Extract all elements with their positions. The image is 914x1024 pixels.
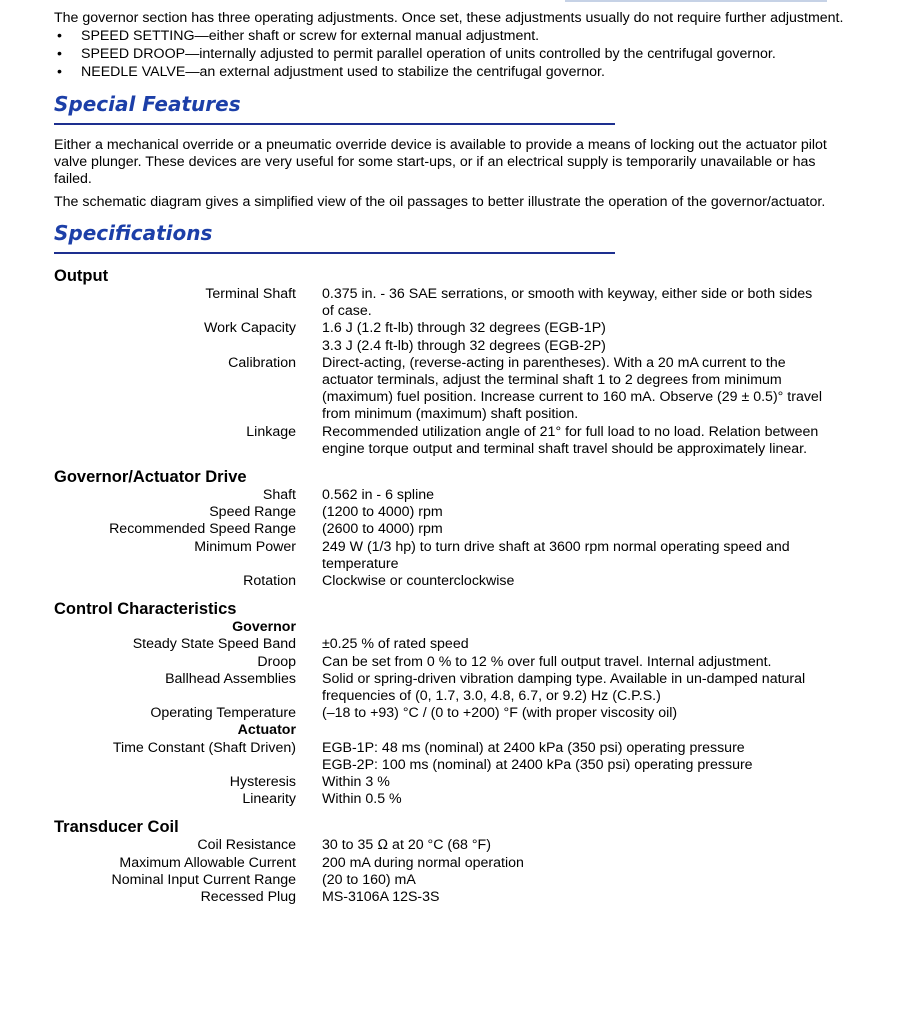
control-spec-table (54, 619, 844, 808)
spec-label: Ballhead Assemblies (165, 670, 296, 687)
special-features-heading-block (54, 91, 615, 125)
spec-label: Shaft (262, 487, 296, 504)
adjustment-list (54, 27, 844, 81)
specifications-heading: Specifications (54, 221, 213, 245)
spec-row (54, 286, 844, 320)
spec-value: Solid or spring-driven vibration damping type. Available in un-damped natural frequencies of (0, 1.7, 3.0, 4.8, 6.7, or 9.2) Hz (C.P.S.) (322, 670, 806, 705)
spec-row (54, 837, 844, 854)
spec-value: Within 0.5 % (322, 791, 402, 808)
spec-value: 249 W (1/3 hp) to turn drive shaft at 3600 rpm normal operating speed and temperature (322, 538, 790, 572)
list-item-needle-valve: • NEEDLE VALVE—an external adjustment used to stabilize the centrifugal governor. (54, 63, 844, 81)
spec-row (54, 504, 844, 521)
spec-row (54, 521, 844, 538)
spec-label: Linearity (242, 791, 296, 808)
spec-label: Coil Resistance (197, 837, 296, 854)
spec-label: Recessed Plug (200, 889, 296, 906)
drive-heading: Governor/Actuator Drive (54, 468, 247, 487)
spec-row (54, 654, 844, 671)
spec-value: (20 to 160) mA (322, 871, 416, 888)
spec-value: EGB-2P: 100 ms (nominal) at 2400 kPa (350 psi) operating pressure (322, 756, 753, 773)
spec-value: 0.562 in - 6 spline (322, 487, 434, 504)
list-item-speed-setting: • SPEED SETTING—either shaft or screw for external manual adjustment. (54, 27, 844, 45)
spec-label: Droop (257, 653, 296, 670)
spec-label: Terminal Shaft (205, 286, 296, 302)
spec-value: 200 mA during normal operation (322, 854, 524, 871)
spec-label: Linkage (246, 423, 296, 440)
spec-row (54, 671, 844, 705)
spec-row (54, 872, 844, 889)
spec-label: Maximum Allowable Current (119, 854, 296, 871)
drive-spec-table (54, 487, 844, 590)
spec-label: Work Capacity (204, 320, 296, 337)
spec-row (54, 573, 844, 590)
spec-value: (2600 to 4000) rpm (322, 521, 443, 538)
spec-value: ±0.25 % of rated speed (322, 636, 469, 653)
output-heading: Output (54, 267, 109, 285)
specifications-heading-block (54, 220, 615, 254)
spec-row (54, 636, 844, 653)
spec-value: (1200 to 4000) rpm (322, 504, 443, 521)
control-heading: Control Characteristics (54, 600, 237, 619)
spec-row (54, 722, 844, 739)
spec-row (54, 705, 844, 722)
top-divider (565, 0, 827, 2)
special-features-heading: Special Features (54, 92, 241, 116)
spec-label: Recommended Speed Range (109, 521, 296, 538)
list-item-speed-droop: • SPEED DROOP—internally adjusted to permit parallel operation of units controlled by the centrifugal governor. (54, 45, 844, 63)
spec-row (54, 757, 844, 774)
spec-value: 30 to 35 Ω at 20 °C (68 °F) (322, 837, 491, 854)
spec-label: Hysteresis (229, 774, 296, 791)
spec-value: Recommended utilization angle of 21° for full load to no load. Relation between engine torque output and terminal shaft travel should be approximately linear. (322, 423, 819, 457)
spec-label: Calibration (228, 354, 296, 371)
spec-value: 1.6 J (1.2 ft-lb) through 32 degrees (EGB-1P) (322, 320, 606, 337)
spec-label: Minimum Power (194, 538, 296, 555)
spec-label: Speed Range (209, 504, 296, 521)
spec-label (54, 338, 296, 355)
output-spec-table (54, 286, 844, 458)
spec-row (54, 774, 844, 791)
spec-value: Within 3 % (322, 774, 390, 791)
spec-label: Time Constant (Shaft Driven) (112, 739, 296, 756)
spec-row (54, 338, 844, 355)
document-body (54, 10, 844, 906)
spec-value: Can be set from 0 % to 12 % over full output travel. Internal adjustment. (322, 653, 772, 670)
spec-row (54, 355, 844, 424)
spec-row (54, 791, 844, 808)
spec-value: (–18 to +93) °C / (0 to +200) °F (with proper viscosity oil) (322, 705, 678, 722)
spec-label: Rotation (243, 573, 296, 590)
coil-heading: Transducer Coil (54, 818, 179, 837)
coil-spec-table (54, 837, 844, 906)
governor-subheading: Governor (232, 619, 296, 636)
spec-row (54, 424, 844, 458)
spec-value: 0.375 in. - 36 SAE serrations, or smooth with keyway, either side or both sides of case. (322, 286, 813, 320)
spec-row (54, 320, 844, 337)
spec-value: Direct-acting, (reverse-acting in parentheses). With a 20 mA current to the actuator terminals, adjust the terminal shaft 1 to 2 degrees from minimum (maximum) fuel position. Increase current to 160 mA. Observe (29 ± 0.5)° travel from minimum (maximum) shaft position. (322, 354, 822, 423)
spec-value: EGB-1P: 48 ms (nominal) at 2400 kPa (350 psi) operating pressure (322, 739, 745, 756)
spec-label: Nominal Input Current Range (111, 871, 296, 888)
spec-label: Steady State Speed Band (132, 636, 296, 653)
spec-row (54, 487, 844, 504)
spec-row (54, 855, 844, 872)
actuator-subheading: Actuator (237, 722, 296, 739)
spec-value: 3.3 J (2.4 ft-lb) through 32 degrees (EGB-2P) (322, 337, 606, 354)
special-features-paragraph-2: The schematic diagram gives a simplified view of the oil passages to better illustrate the operation of the governor/actuator. (54, 194, 826, 210)
spec-row (54, 889, 844, 906)
intro-paragraph: The governor section has three operating adjustments. Once set, these adjustments usually do not require further adjustment. (54, 10, 844, 26)
special-features-paragraph-1: Either a mechanical override or a pneumatic override device is available to provide a means of locking out the actuator pilot valve plunger. These devices are very useful for some start-ups, or if an electrical supply is temporarily unavailable or has failed. (54, 137, 827, 187)
spec-row (54, 740, 844, 757)
spec-row (54, 539, 844, 573)
spec-value: MS-3106A 12S-3S (322, 889, 440, 906)
spec-value: Clockwise or counterclockwise (322, 573, 515, 590)
spec-row (54, 619, 844, 636)
spec-label (54, 757, 296, 774)
spec-label: Operating Temperature (150, 705, 296, 722)
